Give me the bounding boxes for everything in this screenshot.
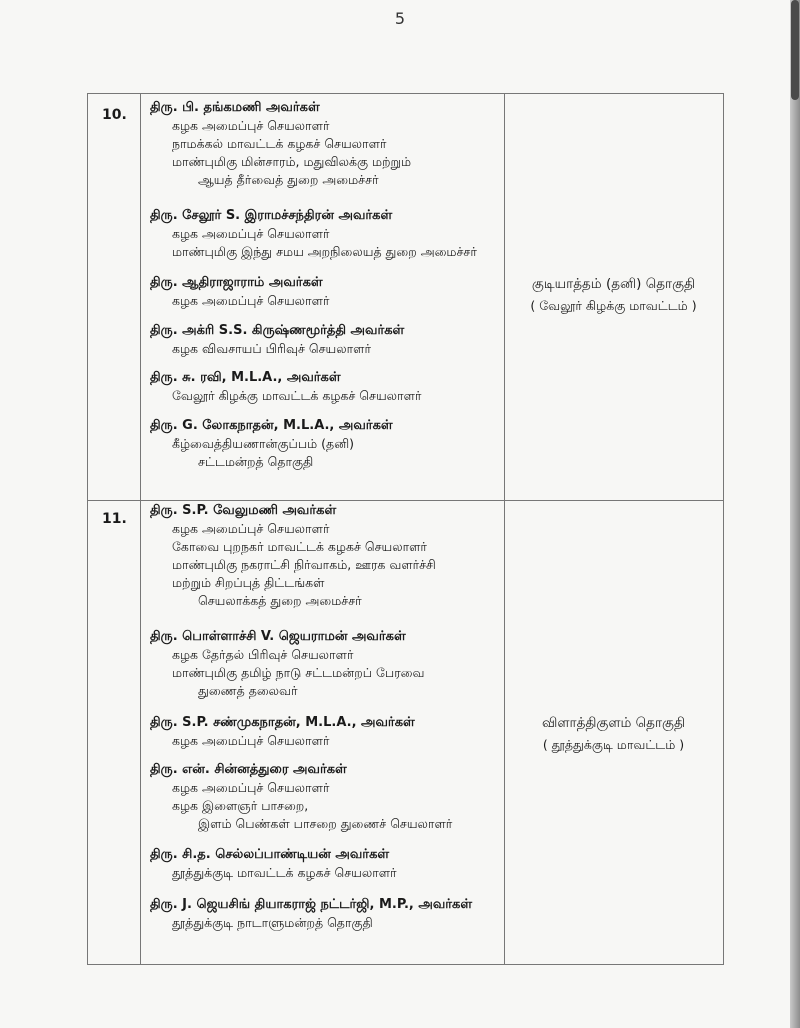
person-entry	[150, 714, 500, 750]
person-role: கழக தேர்தல் பிரிவுச் செயலாளர்	[172, 647, 354, 662]
person-role: மாண்புமிகு நகராட்சி நிர்வாகம், ஊரக வளர்ச்சி	[172, 557, 436, 572]
person-name: திரு. சி.த. செல்லப்பாண்டியன் அவர்கள்	[150, 847, 390, 862]
person-name: திரு. அக்ரி S.S. கிருஷ்ணமூர்த்தி அவர்கள்	[150, 323, 405, 338]
person-name: திரு. S.P. சண்முகநாதன், M.L.A., அவர்கள்	[150, 715, 415, 730]
person-role: கழக அமைப்புச் செயலாளர்	[172, 733, 330, 748]
person-name: திரு. S.P. வேலுமணி அவர்கள்	[150, 503, 337, 518]
person-entry	[150, 502, 500, 610]
person-name: திரு. பி. தங்கமணி அவர்கள்	[150, 100, 320, 115]
person-entry	[150, 896, 500, 932]
person-role: துணைத் தலைவர்	[198, 683, 298, 698]
column-divider	[140, 501, 141, 964]
person-role: கழக விவசாயப் பிரிவுச் செயலாளர்	[172, 341, 371, 356]
person-role: கழக அமைப்புச் செயலாளர்	[172, 780, 330, 795]
person-name: திரு. சு. ரவி, M.L.A., அவர்கள்	[150, 370, 341, 385]
person-role: மாண்புமிகு தமிழ் நாடு சட்டமன்றப் பேரவை	[172, 665, 425, 680]
person-role: இளம் பெண்கள் பாசறை துணைச் செயலாளர்	[198, 816, 453, 831]
person-entry	[150, 369, 500, 405]
person-entry	[150, 846, 500, 882]
scrollbar[interactable]	[790, 0, 800, 1028]
person-role: கழக இளைஞர் பாசறை,	[172, 798, 309, 813]
scrollbar-thumb[interactable]	[791, 0, 799, 100]
person-name: திரு. G. லோகநாதன், M.L.A., அவர்கள்	[150, 418, 393, 433]
person-role: கழக அமைப்புச் செயலாளர்	[172, 226, 330, 241]
table-row	[88, 94, 723, 501]
person-entry	[150, 322, 500, 358]
column-divider	[504, 94, 505, 500]
person-entry	[150, 761, 500, 833]
person-role: மற்றும் சிறப்புத் திட்டங்கள்	[172, 575, 325, 590]
person-role: கீழ்வைத்தியணான்குப்பம் (தனி)	[172, 436, 355, 451]
person-name: திரு. சேலூர் S. இராமச்சந்திரன் அவர்கள்	[150, 208, 393, 223]
person-role: செயலாக்கத் துறை அமைச்சர்	[198, 593, 362, 608]
person-role: மாண்புமிகு மின்சாரம், மதுவிலக்கு மற்றும்	[172, 154, 412, 169]
person-role: கோவை புறநகர் மாவட்டக் கழகச் செயலாளர்	[172, 539, 427, 554]
person-role: கழக அமைப்புச் செயலாளர்	[172, 293, 330, 308]
serial-number: 10.	[102, 107, 127, 123]
person-role: தூத்துக்குடி நாடாளுமன்றத் தொகுதி	[172, 915, 373, 930]
constituency-name: குடியாத்தம் (தனி) தொகுதி	[531, 276, 696, 292]
person-entry	[150, 628, 500, 700]
assignment-table	[87, 93, 724, 965]
person-role: நாமக்கல் மாவட்டக் கழகச் செயலாளர்	[172, 136, 387, 151]
person-name: திரு. பொள்ளாச்சி V. ஜெயராமன் அவர்கள்	[150, 629, 406, 644]
column-divider	[140, 94, 141, 500]
person-entry	[150, 207, 500, 261]
person-entry	[150, 274, 500, 310]
column-divider	[504, 501, 505, 964]
person-entry	[150, 99, 500, 189]
district-name: ( தூத்துக்குடி மாவட்டம் )	[542, 737, 685, 752]
person-role: வேலூர் கிழக்கு மாவட்டக் கழகச் செயலாளர்	[172, 388, 422, 403]
person-name: திரு. J. ஜெயசிங் தியாகராஜ் நட்டர்ஜி, M.P., அவர்கள்	[150, 897, 473, 912]
person-entry	[150, 417, 500, 471]
person-role: கழக அமைப்புச் செயலாளர்	[172, 118, 330, 133]
person-role: மாண்புமிகு இந்து சமய அறநிலையத் துறை அமைச்சர்	[172, 244, 477, 259]
person-role: தூத்துக்குடி மாவட்டக் கழகச் செயலாளர்	[172, 865, 397, 880]
person-role: கழக அமைப்புச் செயலாளர்	[172, 521, 330, 536]
person-role: ஆயத் தீர்வைத் துறை அமைச்சர்	[198, 172, 379, 187]
serial-number: 11.	[102, 511, 127, 527]
constituency-name: விளாத்திகுளம் தொகுதி	[541, 715, 686, 731]
person-name: திரு. ஆதிராஜாராம் அவர்கள்	[150, 275, 323, 290]
district-name: ( வேலூர் கிழக்கு மாவட்டம் )	[530, 298, 697, 313]
person-role: சட்டமன்றத் தொகுதி	[198, 454, 314, 469]
constituency-cell	[506, 713, 721, 755]
person-name: திரு. என். சின்னத்துரை அவர்கள்	[150, 762, 347, 777]
constituency-cell	[506, 274, 721, 316]
table-row	[88, 501, 723, 964]
page-number: 5	[394, 9, 406, 28]
